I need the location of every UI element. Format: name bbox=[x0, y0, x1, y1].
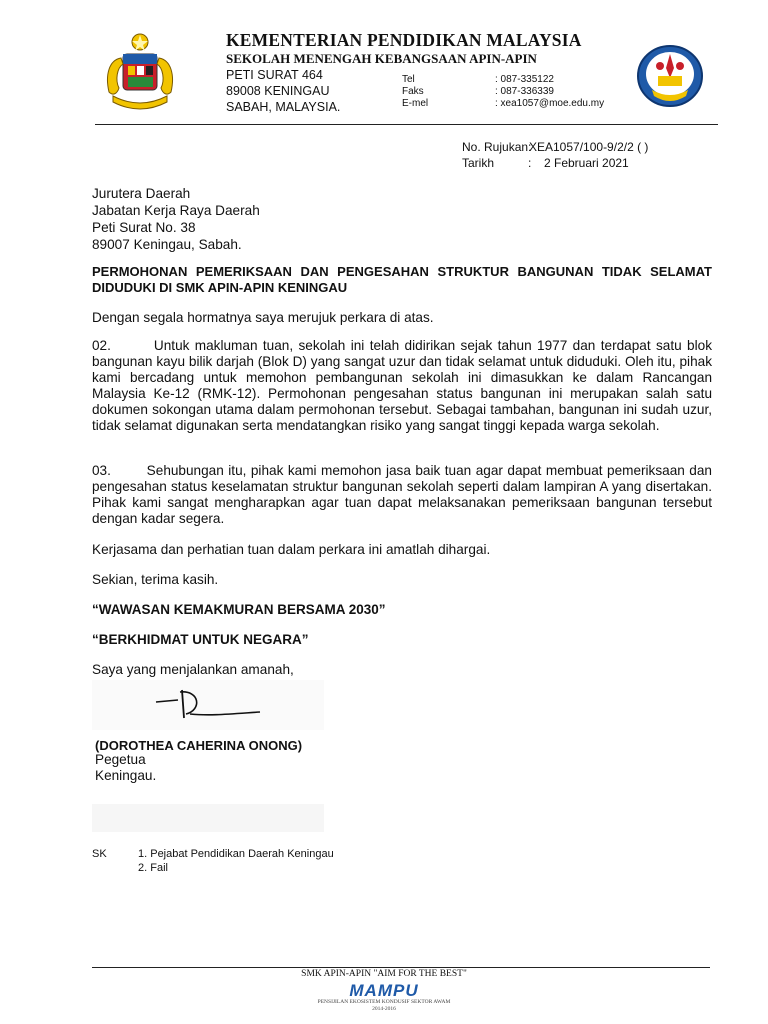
school-name: SEKOLAH MENENGAH KEBANGSAAN APIN-APIN bbox=[226, 51, 537, 66]
paragraph-03: 03. Sehubungan itu, pihak kami memohon jasa baik tuan agar dapat membuat pemeriksaan dan pengesahan status keselamatan struktur bangunan sekolah seperti dalam lampiran A yang disertakan. Pihak kami sangat mengharapkan agar tuan dapat melaksanakan pemeriksaan bangunan tersebut dengan kadar segera. bbox=[92, 463, 716, 526]
signatory-title: Pegetua bbox=[95, 752, 146, 767]
ref-label: No. Rujukan: bbox=[462, 140, 532, 154]
address-line-3: SABAH, MALAYSIA. bbox=[226, 100, 341, 114]
signatory-name: (DOROTHEA CAHERINA ONONG) bbox=[95, 738, 303, 753]
address-line-2: 89008 KENINGAU bbox=[226, 84, 330, 98]
greeting: Dengan segala hormatnya saya merujuk perkara di atas. bbox=[92, 310, 434, 325]
email-value: : xea1057@moe.edu.my bbox=[495, 98, 605, 109]
footer-divider bbox=[92, 967, 710, 968]
closing-thanks: Sekian, terima kasih. bbox=[92, 572, 219, 587]
tel-label: Tel bbox=[402, 74, 415, 85]
tel-value: : 087-335122 bbox=[495, 74, 554, 85]
signature-image bbox=[150, 684, 270, 724]
paragraph-02: 02. Untuk makluman tuan, sekolah ini telah didirikan sejak tahun 1977 dan terdapat satu blok bangunan kayu bilik darjah (Blok D) yang sangat uzur dan tidak selamat untuk diduduki. Oleh itu, pihak kami bercadang untuk memohon pembangunan sekolah ini dimasukkan ke dalam Rancangan Malaysia Ke-12 (RMK-12). Permohonan pengesahan status bangunan ini merupakan salah satu dokumen sokongan utama dalam permohonan tersebut. Sebagai tambahan, bangunan ini sudah uzur, tidak selamat digunakan serta mendatangkan risiko yang sangat tinggi kepada warga sekolah. bbox=[92, 338, 716, 433]
letter-subject: PERMOHONAN PEMERIKSAAN DAN PENGESAHAN STRUKTUR BANGUNAN TIDAK SELAMAT DIDUDUKI DI SMK APIN-APIN KENINGAU bbox=[92, 264, 712, 295]
slogan-wawasan: “WAWASAN KEMAKMURAN BERSAMA 2030” bbox=[92, 602, 386, 617]
cc-item-1: 1. Pejabat Pendidikan Daerah Keningau bbox=[138, 848, 334, 860]
date-separator: : bbox=[528, 156, 532, 170]
sign-off: Saya yang menjalankan amanah, bbox=[92, 662, 294, 677]
address-line-1: PETI SURAT 464 bbox=[226, 68, 323, 82]
date-value: 2 Februari 2021 bbox=[544, 156, 629, 170]
recipient-line-4: 89007 Keningau, Sabah. bbox=[92, 237, 242, 252]
footer-certification: PENSIJILAN EKOSISTEM KONDUSIF SEKTOR AWAM bbox=[317, 999, 451, 1005]
signatory-place: Keningau. bbox=[95, 768, 157, 783]
mampu-logo: MAMPU bbox=[349, 981, 419, 1000]
footer-motto: SMK APIN-APIN "AIM FOR THE BEST" bbox=[301, 969, 467, 979]
fax-value: : 087-336339 bbox=[495, 86, 554, 97]
footer-years: 2014-2016 bbox=[372, 1006, 396, 1012]
date-label: Tarikh bbox=[462, 156, 495, 170]
coat-of-arms-icon bbox=[95, 30, 185, 120]
school-badge-icon bbox=[630, 38, 710, 118]
closing-appreciation: Kerjasama dan perhatian tuan dalam perkara ini amatlah dihargai. bbox=[92, 542, 491, 557]
header-divider bbox=[95, 124, 718, 125]
recipient-line-3: Peti Surat No. 38 bbox=[92, 220, 196, 235]
fax-label: Faks bbox=[402, 86, 424, 97]
email-label: E-mel bbox=[402, 98, 429, 109]
ref-value: XEA1057/100-9/2/2 ( ) bbox=[529, 140, 649, 154]
cc-item-2: 2. Fail bbox=[138, 862, 168, 874]
recipient-line-1: Jurutera Daerah bbox=[92, 186, 191, 201]
cc-label: SK bbox=[92, 848, 107, 860]
stamp-area bbox=[92, 804, 324, 832]
recipient-line-2: Jabatan Kerja Raya Daerah bbox=[92, 203, 260, 218]
ministry-name: KEMENTERIAN PENDIDIKAN MALAYSIA bbox=[226, 30, 582, 50]
slogan-berkhidmat: “BERKHIDMAT UNTUK NEGARA” bbox=[92, 632, 309, 647]
